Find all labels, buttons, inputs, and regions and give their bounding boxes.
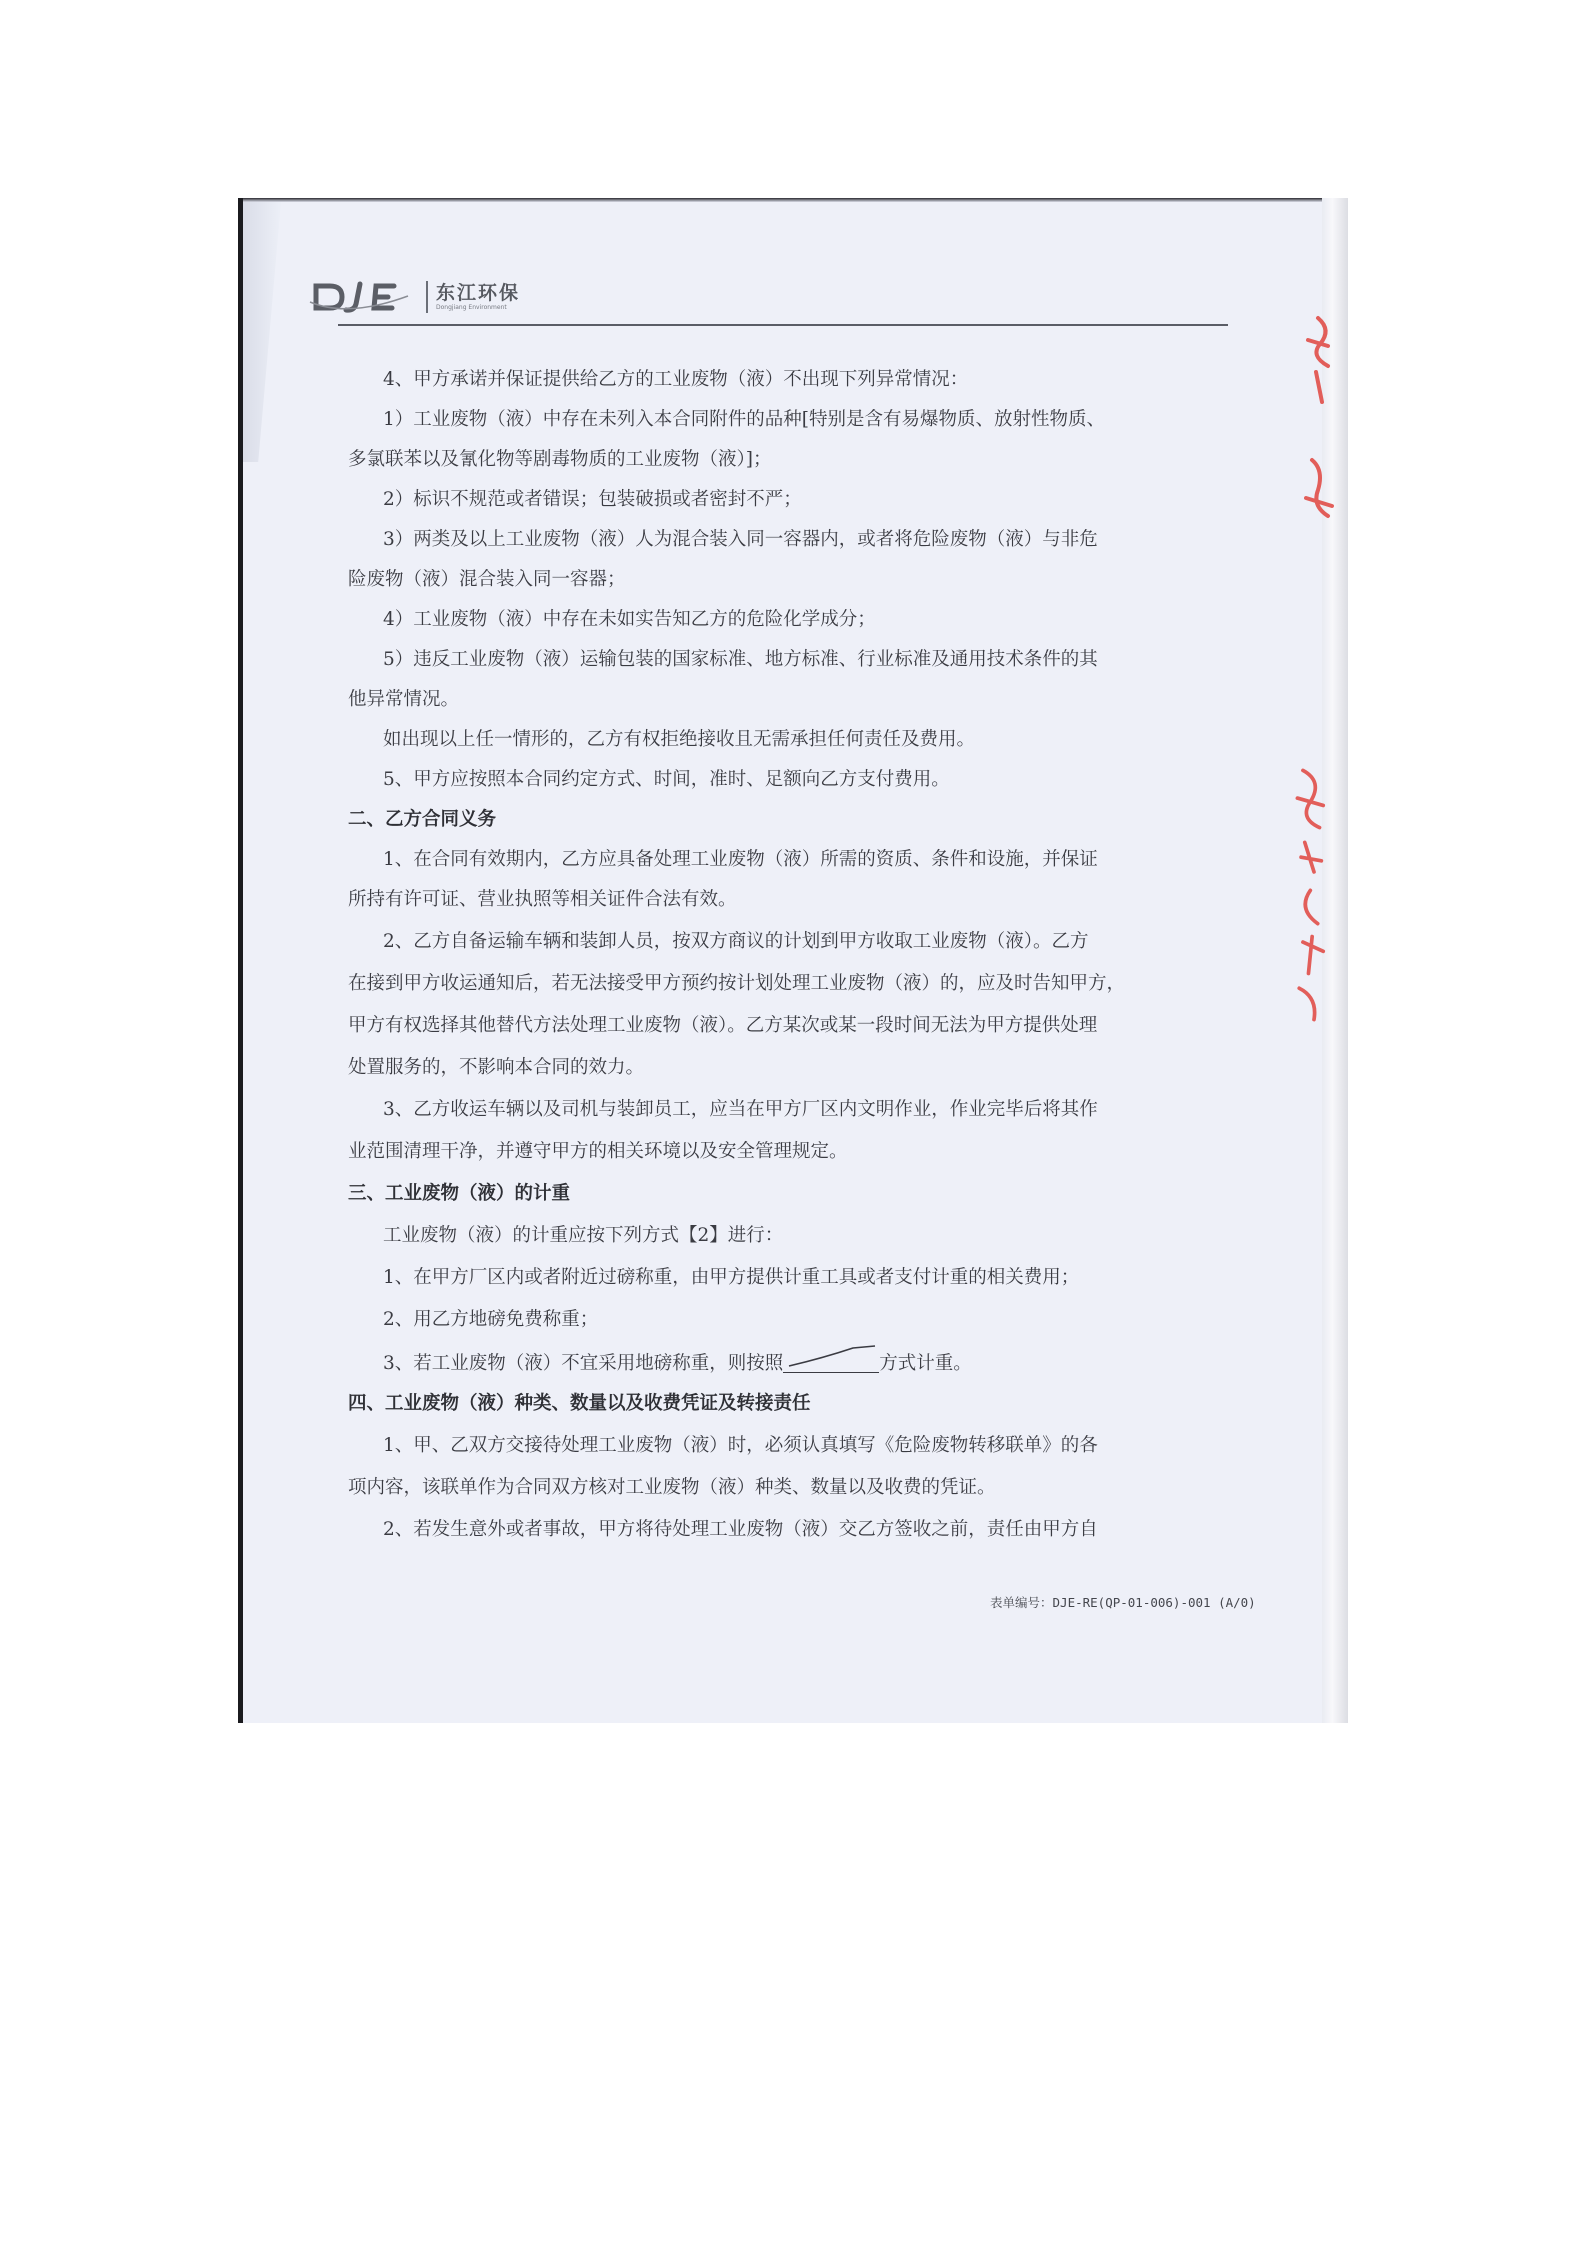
text-segment: 方式计重。	[879, 1353, 972, 1374]
text-line: 2、若发生意外或者事故，甲方将待处理工业废物（液）交乙方签收之前，责任由甲方自	[383, 1519, 1098, 1540]
text-segment: 3、若工业废物（液）不宜采用地磅称重，则按照	[383, 1353, 784, 1374]
red-seal-fragment-bottom	[1290, 750, 1338, 1040]
handwritten-slash-mark	[783, 1344, 879, 1368]
company-name-en: Dongjiang Environment	[436, 304, 507, 311]
text-line: 业范围清理干净，并遵守甲方的相关环境以及安全管理规定。	[348, 1141, 848, 1162]
text-line: 3、乙方收运车辆以及司机与装卸员工，应当在甲方厂区内文明作业，作业完毕后将其作	[383, 1099, 1098, 1120]
section-heading: 三、工业废物（液）的计重	[348, 1183, 571, 1204]
text-line: 4）工业废物（液）中存在未如实告知乙方的危险化学成分；	[383, 609, 876, 630]
text-line: 5、甲方应按照本合同约定方式、时间，准时、足额向乙方支付费用。	[383, 769, 950, 790]
text-line: 如出现以上任一情形的，乙方有权拒绝接收且无需承担任何责任及费用。	[383, 729, 976, 750]
text-line: 1、甲、乙双方交接待处理工业废物（液）时，必须认真填写《危险废物转移联单》的各	[383, 1435, 1098, 1456]
handwritten-blank-field	[783, 1350, 879, 1373]
text-line: 甲方有权选择其他替代方法处理工业废物（液）。乙方某次或某一段时间无法为甲方提供处理	[348, 1015, 1098, 1036]
section-heading: 二、乙方合同义务	[348, 809, 497, 830]
text-line: 他异常情况。	[348, 689, 460, 710]
company-name-cn: 东江环保	[436, 282, 521, 304]
text-line: 2、用乙方地磅免费称重；	[383, 1309, 599, 1330]
red-seal-fragment-top	[1298, 310, 1346, 540]
text-line: 3）两类及以上工业废物（液）人为混合装入同一容器内，或者将危险废物（液）与非危	[383, 529, 1098, 550]
text-line: 项内容，该联单作为合同双方核对工业废物（液）种类、数量以及收费的凭证。	[348, 1477, 996, 1498]
text-line: 2、乙方自备运输车辆和装卸人员，按双方商议的计划到甲方收取工业废物（液）。乙方	[383, 931, 1089, 952]
text-line: 4、甲方承诺并保证提供给乙方的工业废物（液）不出现下列异常情况：	[383, 369, 969, 390]
text-line: 1）工业废物（液）中存在未列入本合同附件的品种[特别是含有易爆物质、放射性物质、	[383, 409, 1105, 430]
text-line: 1、在合同有效期内，乙方应具备处理工业废物（液）所需的资质、条件和设施，并保证	[383, 849, 1098, 870]
text-line: 工业废物（液）的计重应按下列方式【2】进行：	[383, 1225, 784, 1246]
section-heading: 四、工业废物（液）种类、数量以及收费凭证及转接责任	[348, 1393, 811, 1414]
scanned-page	[238, 198, 1348, 1723]
form-number-value: DJE-RE(QP-01-006)-001 (A/0)	[1052, 1595, 1256, 1610]
text-line: 5）违反工业废物（液）运输包装的国家标准、地方标准、行业标准及通用技术条件的其	[383, 649, 1098, 670]
form-number	[990, 1593, 1256, 1611]
text-line: 险废物（液）混合装入同一容器；	[348, 569, 626, 590]
text-line: 多氯联苯以及氰化物等剧毒物质的工业废物（液）]；	[348, 449, 772, 470]
document-body	[238, 198, 1348, 1723]
text-line: 所持有许可证、营业执照等相关证件合法有效。	[348, 889, 737, 910]
form-number-label: 表单编号：	[990, 1595, 1053, 1610]
text-line: 1、在甲方厂区内或者附近过磅称重，由甲方提供计重工具或者支付计重的相关费用；	[383, 1267, 1080, 1288]
text-line: 在接到甲方收运通知后，若无法接受甲方预约按计划处理工业废物（液）的，应及时告知甲方，	[348, 973, 1126, 994]
text-line-with-blank	[383, 1350, 1253, 1376]
text-line: 处置服务的，不影响本合同的效力。	[348, 1057, 645, 1078]
text-line: 2）标识不规范或者错误；包装破损或者密封不严；	[383, 489, 802, 510]
